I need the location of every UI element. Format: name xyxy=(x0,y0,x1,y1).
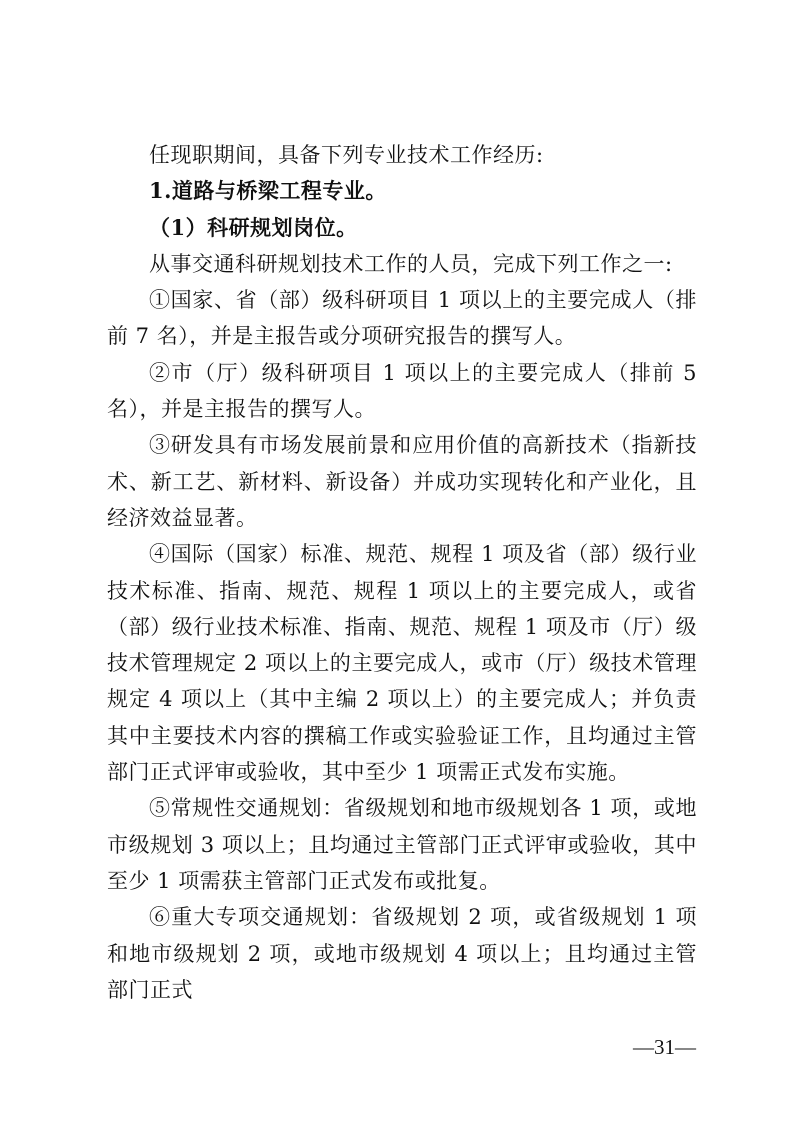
list-item-3: ③研发具有市场发展前景和应用价值的高新技术（指新技术、新工艺、新材料、新设备）并成功实现转化和产业化，且经济效益显著。 xyxy=(107,433,697,530)
body-text xyxy=(107,137,697,1008)
list-item-6: ⑥重大专项交通规划：省级规划 2 项，或省级规划 1 项和地市级规划 2 项，或地市级规划 4 项以上；且均通过主管部门正式 xyxy=(107,905,697,1002)
list-item-2: ②市（厅）级科研项目 1 项以上的主要完成人（排前 5 名），并是主报告的撰写人。 xyxy=(107,360,697,422)
list-item-5: ⑤常规性交通规划：省级规划和地市级规划各 1 项，或地市级规划 3 项以上；且均通过主管部门正式评审或验收，其中至少 1 项需获主管部门正式发布或批复。 xyxy=(107,796,697,893)
page-number: —31— xyxy=(633,1035,696,1059)
section-heading: 1.道路与桥梁工程专业。 xyxy=(149,178,387,204)
list-item-4: ④国际（国家）标准、规范、规程 1 项及省（部）级行业技术标准、指南、规范、规程 1 项以上的主要完成人，或省（部）级行业技术标准、指南、规范、规程 1 项及市（厅）级技术管理规定 2 项以上的主要完成人，或市（厅）级技术管理规定 4 项以上（其中主编 2 项以上）的主要完成人；并负责其中主要技术内容的撰稿工作或实验验证工作，且均通过主管部门正式评审或验收，其中至少 1 项需正式发布实施。 xyxy=(107,542,697,785)
list-item-1: ①国家、省（部）级科研项目 1 项以上的主要完成人（排前 7 名），并是主报告或分项研究报告的撰写人。 xyxy=(107,288,697,349)
paragraph-intro: 任现职期间，具备下列专业技术工作经历: xyxy=(149,143,544,167)
subsection-heading: （1）科研规划岗位。 xyxy=(149,214,358,240)
paragraph-requirement-intro: 从事交通科研规划技术工作的人员，完成下列工作之一: xyxy=(149,251,673,276)
